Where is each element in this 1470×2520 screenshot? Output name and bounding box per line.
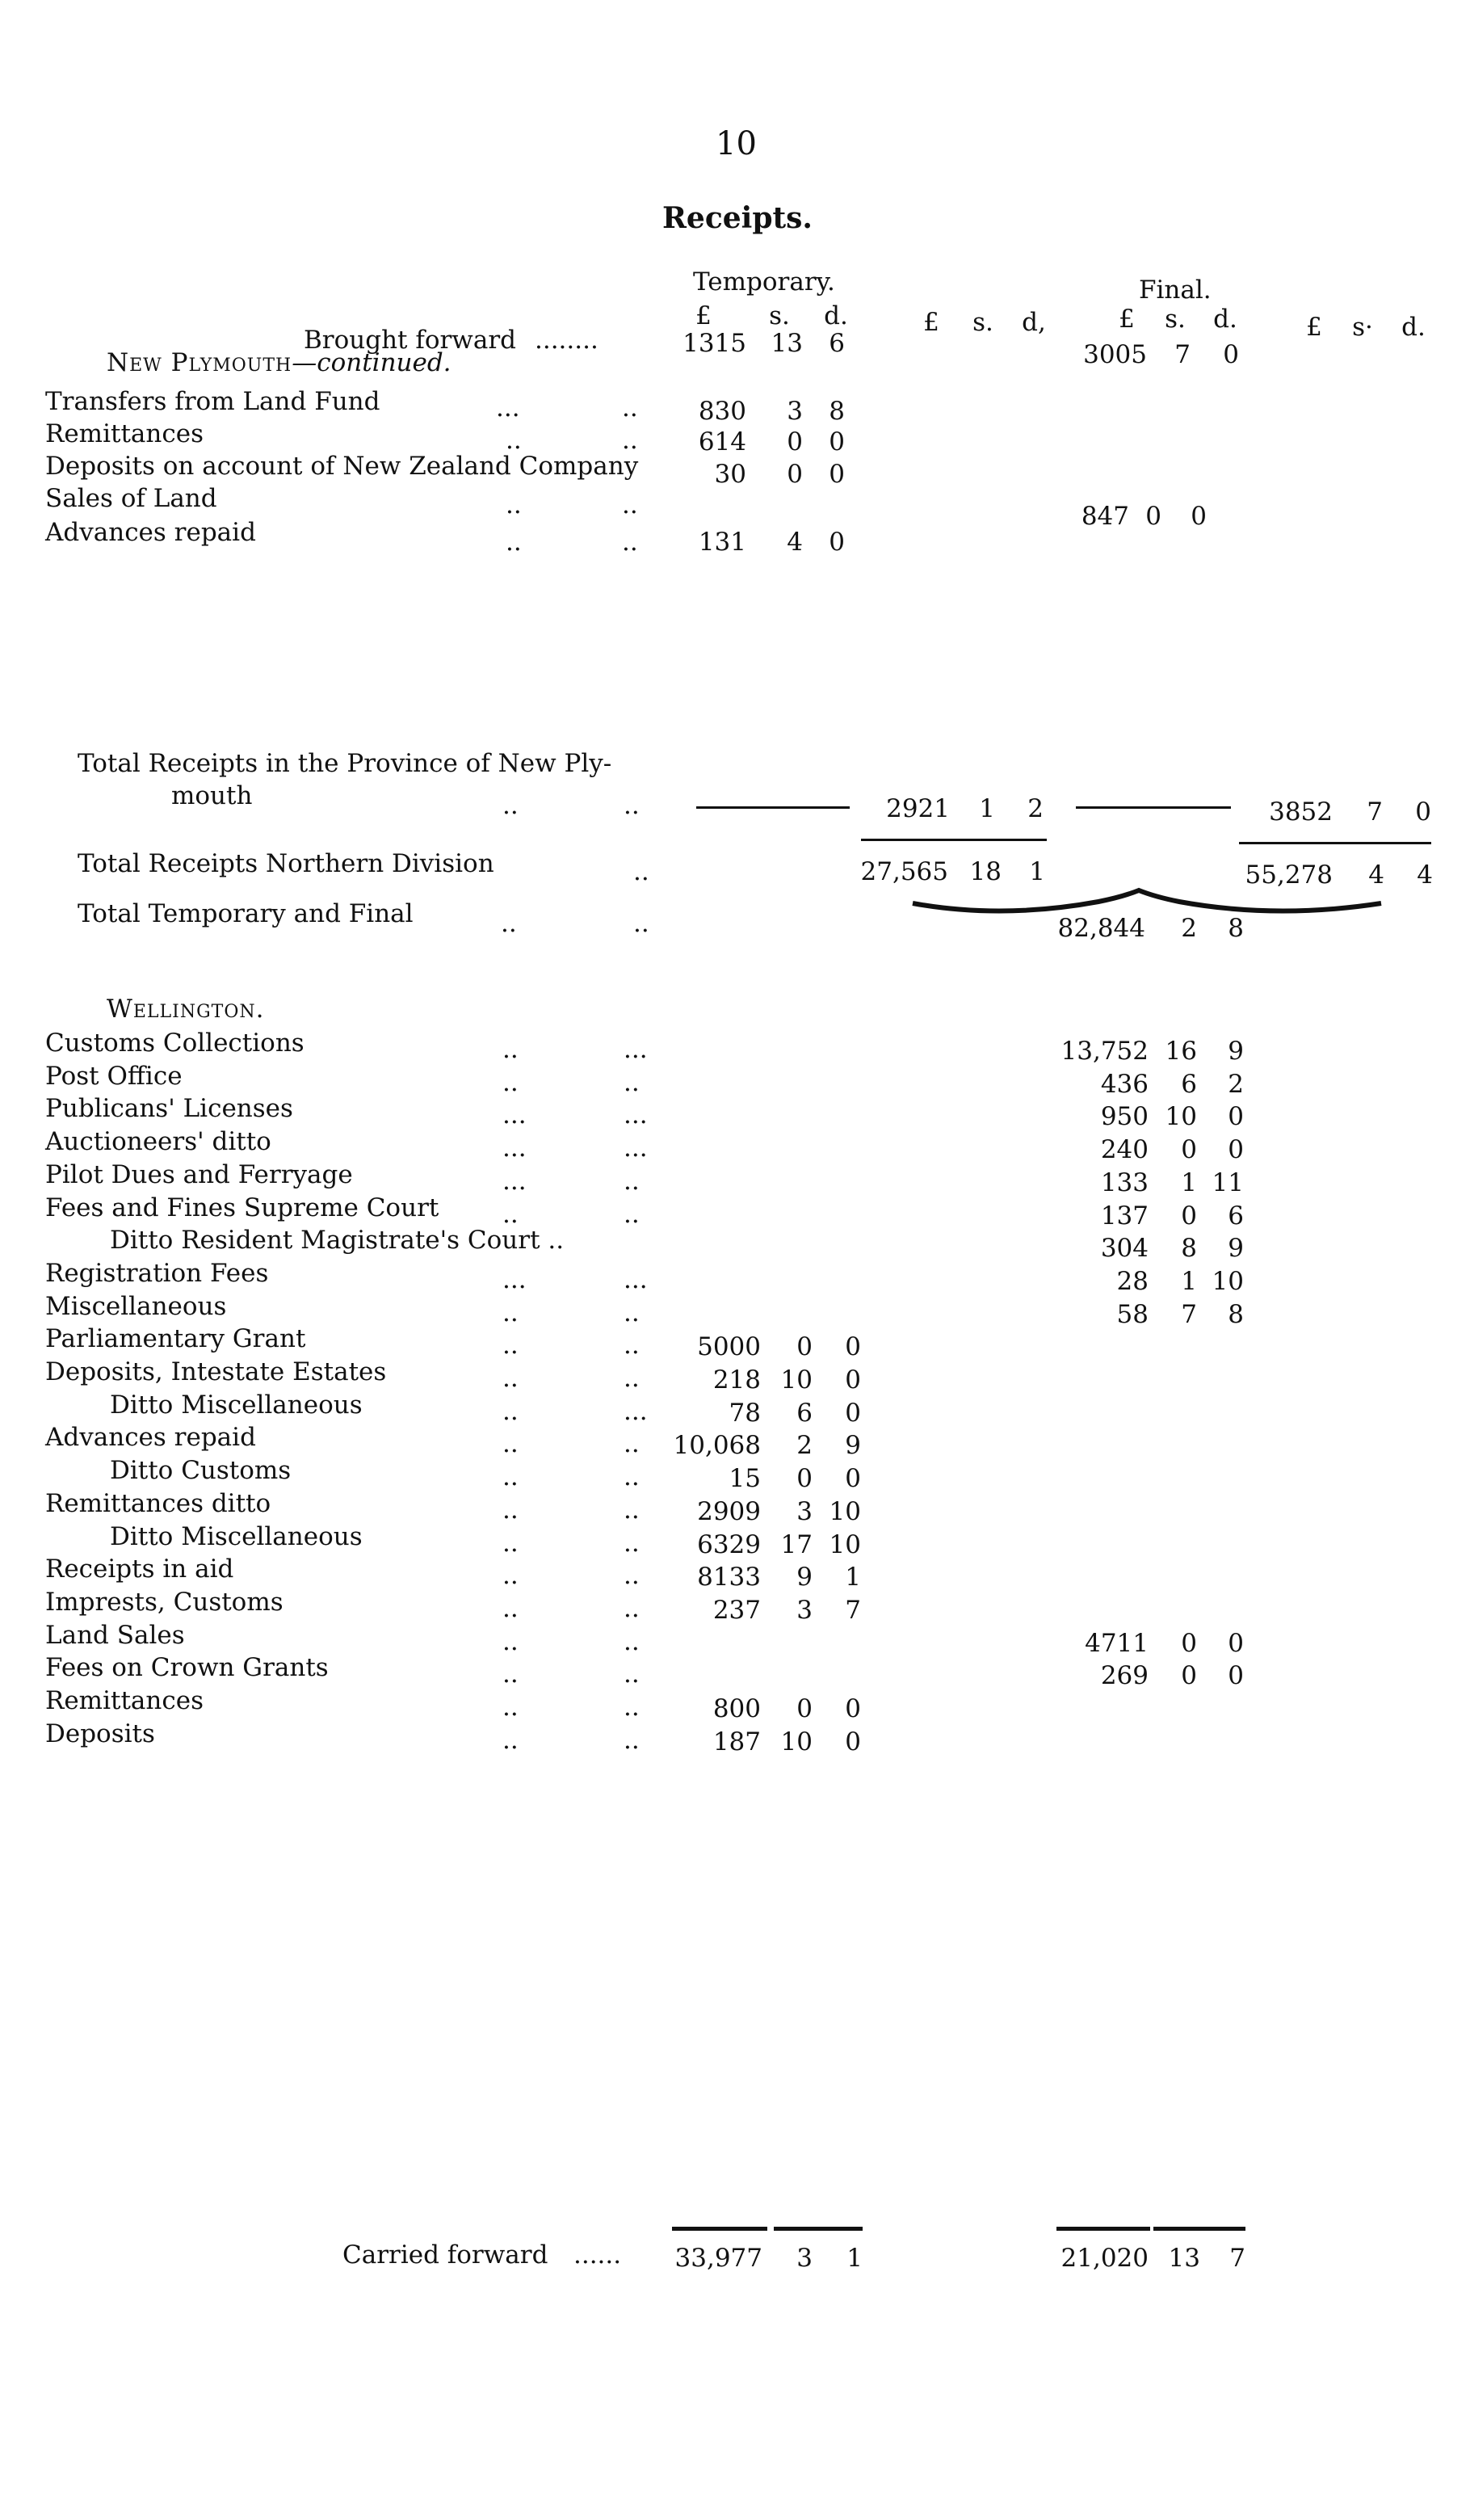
northern-temp-rule	[861, 839, 1047, 841]
wellington-row-label: Receipts in aid	[45, 1554, 234, 1584]
wellington-row-final-pounds: 133	[1100, 1168, 1149, 1197]
wellington-row-label: Remittances	[45, 1686, 204, 1715]
temp-pound-header: £	[695, 301, 712, 330]
np-total-final-shillings: 7	[1367, 797, 1383, 827]
wellington-row-final-shillings: 8	[1181, 1234, 1197, 1263]
np-row-dots: ..	[622, 490, 638, 520]
carried-temp-rule	[672, 2227, 767, 2231]
np-row-temp-shillings: 0	[787, 427, 803, 456]
np-row-temp-pence: 0	[829, 528, 845, 557]
wellington-row-temp-shillings: 10	[780, 1727, 813, 1756]
np-row-temp-pounds: 830	[698, 397, 746, 426]
wellington-row-final-pounds: 304	[1100, 1234, 1149, 1263]
np-total-dots: ..	[502, 791, 519, 820]
wellington-row-dots: ...	[502, 1100, 527, 1130]
wellington-row-temp-pounds: 187	[712, 1727, 761, 1756]
temp-total-pence-header: d,	[1022, 308, 1046, 337]
carried-final-rule	[1056, 2227, 1150, 2231]
combined-dots: ..	[633, 909, 649, 938]
wellington-row-final-pounds: 58	[1116, 1300, 1149, 1329]
brought-forward-label: Brought forward	[304, 326, 516, 355]
wellington-row-final-pence: 2	[1228, 1070, 1244, 1099]
np-total-temp-shillings: 1	[979, 794, 995, 823]
wellington-row-label: Remittances ditto	[45, 1489, 271, 1518]
np-row-final-shillings: 0	[1145, 502, 1161, 531]
wellington-row-temp-pounds: 78	[729, 1399, 761, 1428]
np-row-dots: ..	[506, 490, 522, 520]
wellington-row-final-pounds: 137	[1100, 1201, 1149, 1231]
wellington-row-label: Parliamentary Grant	[45, 1324, 306, 1353]
np-total-temp-pounds: 2921	[886, 794, 950, 823]
wellington-row-dots: ..	[502, 1364, 519, 1393]
northern-final-shillings: 4	[1368, 860, 1384, 890]
wellington-row-dots: ..	[502, 1298, 519, 1327]
wellington-row-temp-pounds: 237	[712, 1596, 761, 1625]
wellington-row-label: Customs Collections	[45, 1029, 304, 1058]
carried-final-rule	[1153, 2227, 1245, 2231]
carried-forward-temp-pence: 1	[846, 2244, 863, 2273]
wellington-row-dots: ..	[502, 1397, 519, 1426]
wellington-row-temp-pence: 7	[845, 1596, 861, 1625]
wellington-row-dots: ...	[624, 1100, 648, 1130]
wellington-row-dots: ..	[502, 1462, 519, 1491]
np-row-dots: ...	[496, 393, 520, 423]
wellington-row-dots: ..	[624, 1594, 640, 1623]
wellington-row-final-pence: 11	[1212, 1168, 1244, 1197]
northern-final-pounds: 55,278	[1245, 860, 1333, 890]
np-row-label: Deposits on account of New Zealand Company	[45, 452, 639, 481]
brought-forward-temp-shillings: 13	[771, 329, 803, 358]
carried-temp-rule	[774, 2227, 863, 2231]
np-row-temp-pounds: 30	[714, 460, 746, 489]
wellington-row-dots: ..	[624, 1627, 640, 1656]
np-row-label: Advances repaid	[45, 518, 256, 547]
wellington-row-temp-pounds: 800	[712, 1694, 761, 1723]
np-row-dots: ..	[506, 426, 522, 455]
wellington-row-final-pence: 10	[1212, 1267, 1244, 1296]
wellington-row-temp-pence: 0	[845, 1332, 861, 1361]
np-row-dots: ..	[506, 528, 522, 557]
combined-pounds: 82,844	[1057, 914, 1145, 943]
wellington-row-label: Land Sales	[45, 1621, 185, 1650]
wellington-row-dots: ..	[502, 1429, 519, 1458]
wellington-row-temp-pence: 0	[845, 1399, 861, 1428]
np-row-temp-pounds: 131	[698, 528, 746, 557]
wellington-row-final-pounds: 269	[1100, 1661, 1149, 1690]
wellington-row-label: Publicans' Licenses	[45, 1094, 293, 1123]
wellington-row-temp-pence: 0	[845, 1694, 861, 1723]
wellington-row-temp-pence: 10	[829, 1530, 861, 1559]
wellington-row-final-pounds: 436	[1100, 1070, 1149, 1099]
np-total-dots: ..	[624, 791, 640, 820]
wellington-row-final-pence: 0	[1228, 1661, 1244, 1690]
wellington-row-temp-pence: 10	[829, 1497, 861, 1526]
northern-temp-pounds: 27,565	[860, 857, 948, 886]
final-pound-header: £	[1119, 305, 1135, 334]
wellington-row-dots: ..	[502, 1561, 519, 1590]
wellington-row-temp-pounds: 5000	[697, 1332, 761, 1361]
np-row-label: Remittances	[45, 419, 204, 448]
wellington-row-temp-pence: 9	[845, 1431, 861, 1460]
wellington-row-temp-pence: 0	[845, 1365, 861, 1395]
wellington-row-dots: ..	[624, 1660, 640, 1689]
wellington-row-temp-pounds: 2909	[697, 1497, 761, 1526]
wellington-row-dots: ..	[624, 1200, 640, 1229]
wellington-row-final-pence: 6	[1228, 1201, 1244, 1231]
wellington-row-temp-pence: 1	[845, 1563, 861, 1592]
brought-forward-final-pounds: 3005	[1083, 340, 1147, 369]
wellington-row-label: Ditto Customs	[110, 1456, 292, 1485]
wellington-row-dots: ..	[502, 1200, 519, 1229]
wellington-row-temp-pounds: 15	[729, 1464, 761, 1493]
wellington-row-temp-pounds: 10,068	[673, 1431, 761, 1460]
wellington-row-final-pounds: 4711	[1085, 1629, 1149, 1658]
northern-temp-shillings: 18	[969, 857, 1002, 886]
brought-forward-temp-pounds: 1315	[682, 329, 746, 358]
np-row-label: Sales of Land	[45, 484, 217, 513]
wellington-row-label: Registration Fees	[45, 1259, 269, 1288]
final-total-pound-header: £	[1306, 313, 1322, 342]
wellington-row-final-pence: 0	[1228, 1629, 1244, 1658]
np-row-dots: ..	[622, 528, 638, 557]
wellington-row-temp-shillings: 17	[780, 1530, 813, 1559]
combined-pence: 8	[1228, 914, 1244, 943]
wellington-row-dots: ..	[502, 1529, 519, 1558]
wellington-row-temp-shillings: 3	[796, 1497, 813, 1526]
np-row-temp-pounds: 614	[698, 427, 746, 456]
np-row-final-pounds: 847	[1081, 502, 1129, 531]
final-total-shilling-header: s·	[1352, 313, 1373, 342]
wellington-row-label: Ditto Miscellaneous	[110, 1390, 363, 1420]
wellington-row-temp-pounds: 218	[712, 1365, 761, 1395]
wellington-row-temp-pounds: 6329	[697, 1530, 761, 1559]
wellington-row-final-shillings: 0	[1181, 1629, 1197, 1658]
wellington-row-dots: ..	[502, 1627, 519, 1656]
np-row-dots: ..	[622, 393, 638, 423]
wellington-row-dots: ..	[624, 1561, 640, 1590]
wellington-row-dots: ..	[502, 1035, 519, 1064]
wellington-row-label: Pilot Dues and Ferryage	[45, 1160, 353, 1189]
carried-forward-final-shillings: 13	[1168, 2244, 1200, 2273]
wellington-row-temp-shillings: 3	[796, 1596, 813, 1625]
wellington-row-final-shillings: 0	[1181, 1135, 1197, 1164]
combined-label: Total Temporary and Final	[78, 899, 414, 928]
wellington-row-final-pence: 9	[1228, 1037, 1244, 1066]
np-row-temp-pence: 8	[829, 397, 845, 426]
brought-forward-temp-pence: 6	[829, 329, 845, 358]
carried-forward-final-pounds: 21,020	[1060, 2244, 1149, 2273]
wellington-row-dots: ..	[624, 1298, 640, 1327]
wellington-row-label: Miscellaneous	[45, 1292, 227, 1321]
wellington-row-temp-shillings: 6	[796, 1399, 813, 1428]
np-total-temp-pence: 2	[1027, 794, 1044, 823]
northern-temp-pence: 1	[1029, 857, 1045, 886]
np-row-temp-shillings: 0	[787, 460, 803, 489]
northern-dots: ..	[633, 857, 649, 886]
wellington-row-final-shillings: 10	[1165, 1102, 1197, 1131]
combined-shillings: 2	[1181, 914, 1197, 943]
wellington-row-dots: ..	[502, 1594, 519, 1623]
brought-forward-final-pence: 0	[1223, 340, 1239, 369]
wellington-row-dots: ..	[624, 1068, 640, 1097]
temp-pence-header: d.	[824, 301, 848, 330]
new-plymouth-heading-suffix: —continued.	[292, 348, 452, 377]
temp-total-shilling-header: s.	[972, 308, 993, 337]
temp-shilling-header: s.	[769, 301, 790, 330]
wellington-row-label: Fees and Fines Supreme Court	[45, 1193, 439, 1222]
page-title: Receipts.	[662, 201, 813, 235]
wellington-row-temp-pence: 0	[845, 1727, 861, 1756]
wellington-row-final-pence: 0	[1228, 1102, 1244, 1131]
wellington-row-final-shillings: 16	[1165, 1037, 1197, 1066]
wellington-row-dots: ...	[624, 1397, 648, 1426]
wellington-row-final-shillings: 0	[1181, 1661, 1197, 1690]
wellington-row-temp-shillings: 0	[796, 1694, 813, 1723]
wellington-row-final-shillings: 6	[1181, 1070, 1197, 1099]
wellington-row-dots: ..	[624, 1496, 640, 1525]
carried-forward-leader: ......	[573, 2240, 622, 2270]
np-row-temp-shillings: 3	[787, 397, 803, 426]
wellington-row-dots: ..	[624, 1364, 640, 1393]
wellington-row-final-pounds: 240	[1100, 1135, 1149, 1164]
carried-forward-label: Carried forward	[342, 2240, 548, 2270]
combined-dots: ..	[501, 909, 517, 938]
wellington-row-label: Imprests, Customs	[45, 1588, 284, 1617]
page-number: 10	[716, 125, 757, 162]
np-row-label: Transfers from Land Fund	[45, 387, 380, 416]
wellington-row-dots: ..	[624, 1429, 640, 1458]
wellington-row-label: Deposits, Intestate Estates	[45, 1357, 387, 1386]
wellington-row-dots: ..	[502, 1068, 519, 1097]
wellington-row-label: Post Office	[45, 1062, 183, 1091]
wellington-heading: Wellington.	[107, 995, 265, 1024]
final-pence-header: d.	[1213, 305, 1237, 334]
np-row-temp-pence: 0	[829, 460, 845, 489]
wellington-row-dots: ..	[502, 1693, 519, 1722]
wellington-row-dots: ..	[502, 1726, 519, 1755]
wellington-row-label: Ditto Resident Magistrate's Court ..	[110, 1226, 565, 1255]
wellington-row-dots: ..	[624, 1529, 640, 1558]
northern-final-pence: 4	[1417, 860, 1433, 890]
combined-brace	[905, 887, 1389, 932]
wellington-row-label: Fees on Crown Grants	[45, 1653, 329, 1682]
wellington-row-final-pounds: 950	[1100, 1102, 1149, 1131]
wellington-row-temp-shillings: 9	[796, 1563, 813, 1592]
wellington-row-final-shillings: 7	[1181, 1300, 1197, 1329]
np-row-temp-pence: 0	[829, 427, 845, 456]
final-shilling-header: s.	[1165, 305, 1186, 334]
wellington-row-dots: ..	[502, 1331, 519, 1360]
wellington-row-final-shillings: 0	[1181, 1201, 1197, 1231]
np-row-dots: ..	[622, 426, 638, 455]
wellington-row-dots: ..	[624, 1693, 640, 1722]
wellington-row-temp-shillings: 10	[780, 1365, 813, 1395]
np-total-final-dash	[1076, 806, 1231, 809]
wellington-row-dots: ...	[624, 1134, 648, 1163]
temporary-header: Temporary.	[693, 267, 835, 297]
new-plymouth-heading-name: New Plymouth	[107, 348, 292, 377]
wellington-row-final-pence: 8	[1228, 1300, 1244, 1329]
brought-forward-final-shillings: 7	[1174, 340, 1191, 369]
carried-forward-temp-pounds: 33,977	[674, 2244, 762, 2273]
np-total-final-pounds: 3852	[1269, 797, 1333, 827]
wellington-row-dots: ..	[502, 1496, 519, 1525]
wellington-row-final-shillings: 1	[1181, 1267, 1197, 1296]
wellington-row-dots: ..	[624, 1726, 640, 1755]
wellington-row-final-shillings: 1	[1181, 1168, 1197, 1197]
northern-final-rule	[1239, 842, 1431, 844]
np-total-temp-dash	[696, 806, 850, 809]
wellington-row-label: Deposits	[45, 1719, 155, 1748]
wellington-row-dots: ...	[624, 1035, 648, 1064]
brought-forward-leader: ........	[535, 326, 598, 355]
wellington-row-final-pence: 9	[1228, 1234, 1244, 1263]
wellington-row-dots: ...	[502, 1167, 527, 1196]
wellington-row-dots: ..	[502, 1660, 519, 1689]
np-row-temp-shillings: 4	[787, 528, 803, 557]
carried-forward-final-pence: 7	[1229, 2244, 1245, 2273]
wellington-row-temp-shillings: 2	[796, 1431, 813, 1460]
final-total-pence-header: d.	[1401, 313, 1426, 342]
wellington-row-final-pounds: 28	[1116, 1267, 1149, 1296]
wellington-row-final-pence: 0	[1228, 1135, 1244, 1164]
wellington-row-temp-shillings: 0	[796, 1464, 813, 1493]
wellington-row-dots: ..	[624, 1167, 640, 1196]
wellington-row-label: Auctioneers' ditto	[45, 1127, 271, 1156]
northern-label: Total Receipts Northern Division	[78, 849, 494, 878]
temp-total-pound-header: £	[923, 308, 939, 337]
wellington-row-dots: ..	[624, 1462, 640, 1491]
wellington-row-dots: ...	[502, 1134, 527, 1163]
np-total-final-pence: 0	[1415, 797, 1431, 827]
np-total-label-line1: Total Receipts in the Province of New Ply-	[78, 749, 612, 778]
wellington-row-dots: ..	[624, 1331, 640, 1360]
wellington-row-temp-pounds: 8133	[697, 1563, 761, 1592]
final-header: Final.	[1139, 276, 1212, 305]
wellington-row-dots: ...	[624, 1265, 648, 1294]
np-total-label-line2: mouth	[171, 781, 253, 810]
np-row-final-pence: 0	[1191, 502, 1207, 531]
wellington-row-label: Advances repaid	[45, 1423, 256, 1452]
wellington-row-final-pounds: 13,752	[1060, 1037, 1149, 1066]
wellington-row-temp-pence: 0	[845, 1464, 861, 1493]
wellington-row-dots: ...	[502, 1265, 527, 1294]
wellington-row-label: Ditto Miscellaneous	[110, 1522, 363, 1551]
new-plymouth-heading	[107, 348, 452, 377]
wellington-row-temp-shillings: 0	[796, 1332, 813, 1361]
carried-forward-temp-shillings: 3	[796, 2244, 813, 2273]
